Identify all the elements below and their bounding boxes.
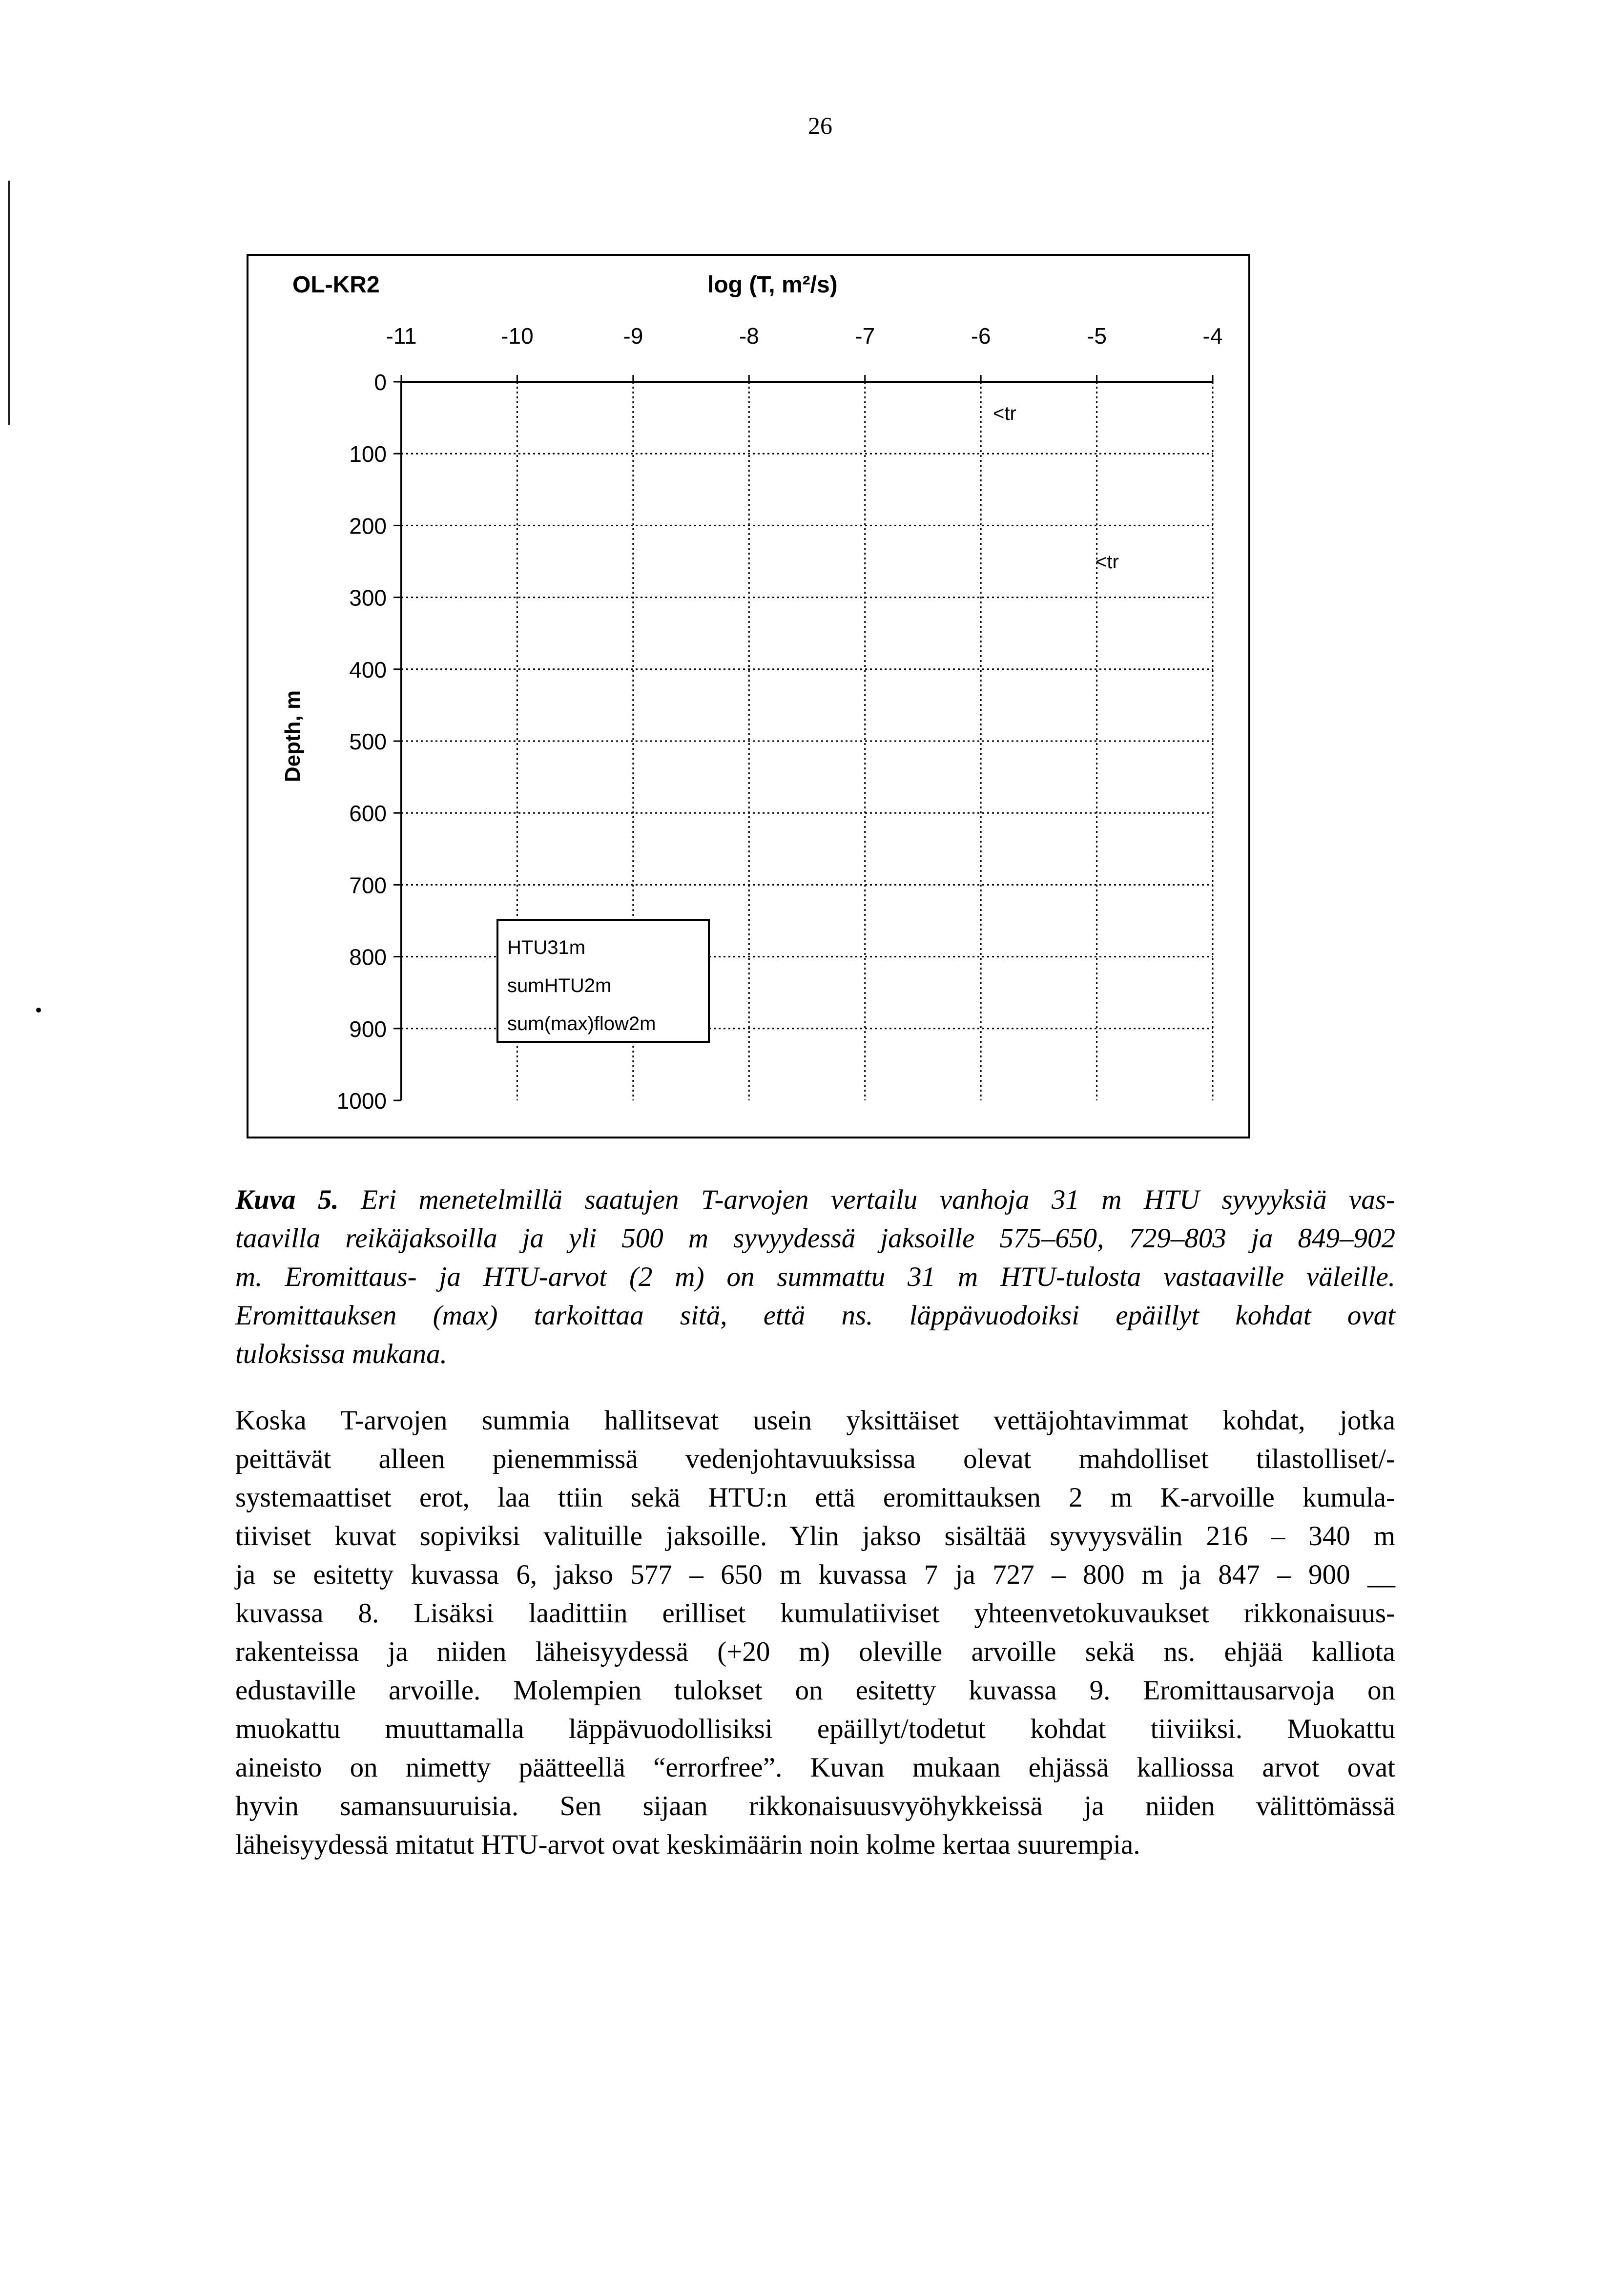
x-tick-label: -5	[1087, 323, 1107, 349]
caption-line-2: m. Eromittaus- ja HTU-arvot (2 m) on summattu 31 m HTU-tulosta vastaaville väleille.	[235, 1262, 1395, 1292]
y-axis-label: Depth, m	[281, 690, 305, 783]
page-number: 26	[808, 112, 832, 139]
body-line-9: aineisto on nimetty päätteellä “errorfree”. Kuvan mukaan ehjässä kalliossa arvot ovat	[235, 1752, 1395, 1783]
caption-line-1: taavilla reikäjaksoilla ja yli 500 m syvyydessä jaksoille 575–650, 729–803 ja 849–902	[235, 1223, 1395, 1254]
legend-entry: sumHTU2m	[507, 975, 612, 996]
y-tick-label: 600	[349, 801, 387, 827]
body-line-1: peittävät alleen pienemmissä vedenjohtavuuksissa olevat mahdolliset tilastolliset/-	[235, 1444, 1395, 1474]
legend-entry: HTU31m	[507, 937, 586, 958]
body-line-10: hyvin samansuuruisia. Sen sijaan rikkonaisuusvyöhykkeissä ja niiden välittömässä	[235, 1791, 1395, 1821]
y-tick-label: 400	[349, 657, 387, 683]
y-tick-label: 800	[349, 944, 387, 970]
chart-figure	[247, 254, 1250, 1138]
legend-entry: sum(max)flow2m	[507, 1013, 656, 1034]
body-line-11: läheisyydessä mitatut HTU-arvot ovat keskimäärin noin kolme kertaa suurempia.	[235, 1829, 1140, 1860]
x-tick-label: -9	[623, 323, 643, 349]
caption-line-4: tuloksissa mukana.	[235, 1339, 447, 1369]
annotation: <tr	[1096, 551, 1119, 573]
y-tick-label: 100	[349, 441, 387, 467]
x-tick-label: -10	[501, 323, 534, 349]
figure-caption	[235, 1180, 1395, 1373]
body-line-4: ja se esitetty kuvassa 6, jakso 577 – 650 m kuvassa 7 ja 727 – 800 m ja 847 – 900 __	[235, 1559, 1395, 1590]
x-tick-label: -4	[1202, 323, 1223, 349]
body-line-2: systemaattiset erot, laa ttiin sekä HTU:n että eromittauksen 2 m K-arvoille kumula-	[235, 1482, 1395, 1513]
x-tick-label: -7	[855, 323, 875, 349]
caption-label: Kuva 5.	[235, 1184, 339, 1215]
x-tick-label: -8	[739, 323, 759, 349]
stray-dot	[36, 1008, 41, 1013]
body-paragraph	[235, 1401, 1395, 1864]
body-line-0: Koska T-arvojen summia hallitsevat usein yksittäiset vettäjohtavimmat kohdat, jotka	[235, 1405, 1395, 1436]
y-tick-label: 500	[349, 729, 387, 754]
y-tick-label: 900	[349, 1016, 387, 1042]
x-tick-label: -11	[386, 323, 417, 349]
y-tick-label: 300	[349, 585, 387, 611]
y-tick-label: 0	[374, 370, 387, 395]
y-tick-label: 200	[349, 513, 387, 539]
body-line-3: tiiviset kuvat sopiviksi valituille jaksoille. Ylin jakso sisältää syvyysvälin 216 – 340 m	[235, 1521, 1395, 1551]
body-line-6: rakenteissa ja niiden läheisyydessä (+20 m) oleville arvoille sekä ns. ehjää kalliota	[235, 1636, 1395, 1667]
annotation: <tr	[993, 403, 1016, 424]
y-tick-label: 700	[349, 872, 387, 898]
body-line-8: muokattu muuttamalla läppävuodollisiksi epäillyt/todetut kohdat tiiviiksi. Muokattu	[235, 1714, 1395, 1744]
chart-svg	[248, 256, 1248, 1137]
y-tick-label: 1000	[336, 1088, 387, 1114]
body-line-5: kuvassa 8. Lisäksi laadittiin erilliset kumulatiiviset yhteenvetokuvaukset rikkonaisuus-	[235, 1598, 1395, 1629]
margin-bar	[8, 181, 10, 425]
caption-line-0: Eri menetelmillä saatujen T-arvojen vertailu vanhoja 31 m HTU syvyyksiä vas-	[361, 1184, 1396, 1215]
x-tick-label: -6	[971, 323, 991, 349]
caption-line-3: Eromittauksen (max) tarkoittaa sitä, että ns. läppävuodoiksi epäillyt kohdat ovat	[235, 1300, 1395, 1331]
x-axis-label: log (T, m²/s)	[707, 272, 838, 298]
caption-line	[235, 1180, 1395, 1219]
chart-title: OL-KR2	[292, 272, 380, 298]
body-line-7: edustaville arvoille. Molempien tulokset on esitetty kuvassa 9. Eromittausarvoja on	[235, 1675, 1395, 1706]
